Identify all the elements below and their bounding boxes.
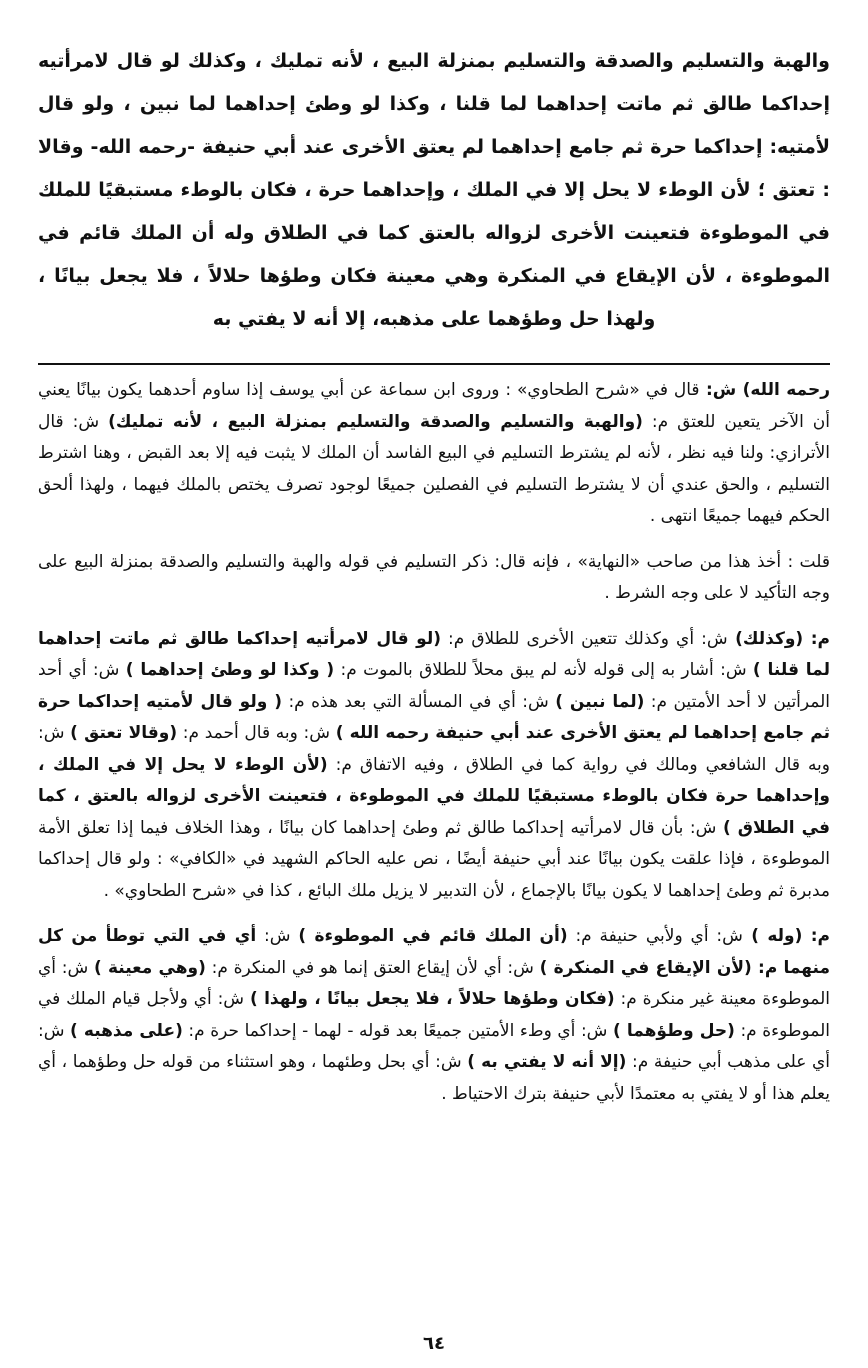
commentary-text: قلت : أخذ هذا من صاحب «النهاية» ، فإنه قال: ذكر التسليم في قوله والهبة والتسليم والصدقة بمنزلة البيع على وجه التأكيد لا على وجه الشرط . bbox=[38, 551, 830, 603]
commentary-text: ش: أي بحل وطئهما ، وهو استثناء من قوله حل وطؤهما ، أي يعلم هذا أو لا يفتي به معتمدًا لأبي حنيفة بترك الاحتياط . bbox=[38, 1052, 830, 1104]
commentary-quote: (لأن الوطء لا يحل إلا في الملك ، وإحداهما حرة فكان بالوطء مستبقيًا للملك في الموطوءة ، فتعينت الأخرى لزواله بالعتق ، كما في الطلاق ) bbox=[38, 754, 830, 838]
commentary-text: ش: أي وطء الأمتين جميعًا بعد قوله - لهما - إحداكما حرة م: bbox=[182, 1020, 613, 1041]
commentary-quote: (والهبة والتسليم والصدقة والتسليم بمنزلة البيع ، لأنه تمليك) bbox=[108, 411, 643, 432]
page-number: ٦٤ bbox=[423, 1333, 445, 1354]
commentary-quote: (وهي معينة ) bbox=[93, 957, 206, 978]
commentary-quote: أي في التي توطأ من كل منهما م: bbox=[38, 926, 830, 978]
commentary-quote: (إلا أنه لا يفتي به ) bbox=[467, 1052, 627, 1072]
commentary-paragraph bbox=[38, 921, 830, 1110]
separator-rule bbox=[38, 363, 830, 365]
commentary-text: ش: أشار به إلى قوله لأنه لم يبق محلاً للطلاق بالموت م: bbox=[334, 660, 753, 680]
commentary-quote: (لو قال لامرأتيه إحداكما طالق ثم ماتت إحداهما لما قلنا ) bbox=[38, 628, 830, 680]
commentary-quote: (أن الملك قائم في الموطوءة ) bbox=[298, 926, 568, 946]
commentary-text: ش: أي ولأجل قيام الملك في الموطوءة م: bbox=[38, 989, 830, 1041]
commentary-quote: م: (وكذلك) bbox=[727, 628, 831, 649]
commentary-text: ش: bbox=[256, 926, 299, 946]
book-page bbox=[38, 40, 830, 1348]
commentary bbox=[38, 375, 830, 1110]
commentary-paragraph bbox=[38, 547, 830, 610]
commentary-text: ش: أي لأن إيقاع العتق إنما هو في المنكرة م: bbox=[205, 957, 540, 978]
commentary-paragraph bbox=[38, 624, 830, 908]
commentary-text: ش: أي على مذهب أبي حنيفة م: bbox=[38, 1020, 831, 1072]
commentary-text: قال في «شرح الطحاوي» : وروى ابن سماعة عن أبي يوسف إذا ساوم أحدهما يكون بيانًا يعني أن الآخر يتعين للعتق م: bbox=[38, 380, 830, 432]
commentary-text: ش: قال الأترازي: ولنا فيه نظر ، لأنه لم يشترط التسليم في البيع الفاسد أن الملك لا يثبت فيه إلا بعد القبض ، وهنا اشترط التسليم ، والحق عندي أن لا يشترط التسليم في الفصلين جميعًا لوجود تصرف يختص بالملك فيهما ، ولهذا ألحق الحكم فيهما جميعًا انتهى . bbox=[38, 411, 830, 526]
commentary-text: ش: أي ولأبي حنيفة م: bbox=[567, 926, 743, 946]
commentary-quote: (فكان وطؤها حلالاً ، فلا يجعل بيانًا ، ولهذا ) bbox=[249, 989, 615, 1009]
commentary-quote: (لما نبين ) bbox=[555, 691, 645, 712]
commentary-paragraph bbox=[38, 375, 830, 533]
commentary-quote: ( وكذا لو وطئ إحداهما ) bbox=[125, 660, 335, 680]
commentary-quote: (لأن الإيقاع في المنكرة ) bbox=[539, 957, 752, 978]
commentary-quote: (حل وطؤهما ) bbox=[613, 1020, 735, 1041]
commentary-text: ش: أي الموطوءة معينة غير منكرة م: bbox=[38, 957, 830, 1009]
commentary-quote: (على مذهبه ) bbox=[70, 1020, 183, 1041]
commentary-text: ش: بأن قال لامرأتيه إحداكما طالق ثم وطئ إحداهما كان بيانًا ، وهذا الخلاف فيما إذا تعلق الأمة الموطوءة ، فإذا علقت يكون بيانًا عند أبي حنيفة أيضًا ، نص عليه الحاكم الشهيد في «الكافي» : ولو قال إحداكما مدبرة ثم وطئ إحداهما لا يكون بيانًا بالإجماع ، لأن التدبير لا يزيل ملك البائع ، كذا في «شرح الطحاوي» . bbox=[38, 817, 830, 901]
commentary-quote: ( ولو قال لأمتيه إحداكما حرة ثم جامع إحداهما لم يعتق الأخرى عند أبي حنيفة رحمه الله ) bbox=[38, 691, 830, 743]
main-text: والهبة والتسليم والصدقة والتسليم بمنزلة البيع ، لأنه تمليك ، وكذلك لو قال لامرأتيه إحداكما طالق ثم ماتت إحداهما لما قلنا ، وكذا لو وطئ إحداهما لما نبين ، ولو قال لأمتيه: إحداكما حرة ثم جامع إحداهما لم يعتق الأخرى عند أبي حنيفة -رحمه الله- وقالا : تعتق ؛ لأن الوطء لا يحل إلا في الملك ، وإحداهما حرة ، فكان بالوطء مستبقيًا للملك في الموطوءة فتعينت الأخرى لزواله بالعتق كما في الطلاق وله أن الملك قائم في الموطوءة ، لأن الإيقاع في المنكرة وهي معينة فكان وطؤها حلالاً ، فلا يجعل بيانًا ، ولهذا حل وطؤهما على مذهبه، إلا أنه لا يفتي به bbox=[38, 50, 830, 330]
commentary-text: ش: أي في المسألة التي بعد هذه م: bbox=[282, 691, 556, 712]
commentary-quote: (وقالا تعتق ) bbox=[70, 723, 178, 743]
commentary-text: ش: وبه قال أحمد م: bbox=[177, 723, 336, 743]
commentary-text: ش: أي وكذلك تتعين الأخرى للطلاق م: bbox=[440, 628, 728, 649]
commentary-text: ش: أي أحد المرأتين لا أحد الأمتين م: bbox=[38, 660, 831, 712]
commentary-text: ش: وبه قال الشافعي ومالك في رواية كما في الطلاق ، وفيه الاتفاق م: bbox=[38, 723, 830, 775]
commentary-quote: رحمه الله) ش: bbox=[699, 380, 830, 400]
commentary-quote: م: (وله ) bbox=[742, 926, 830, 946]
